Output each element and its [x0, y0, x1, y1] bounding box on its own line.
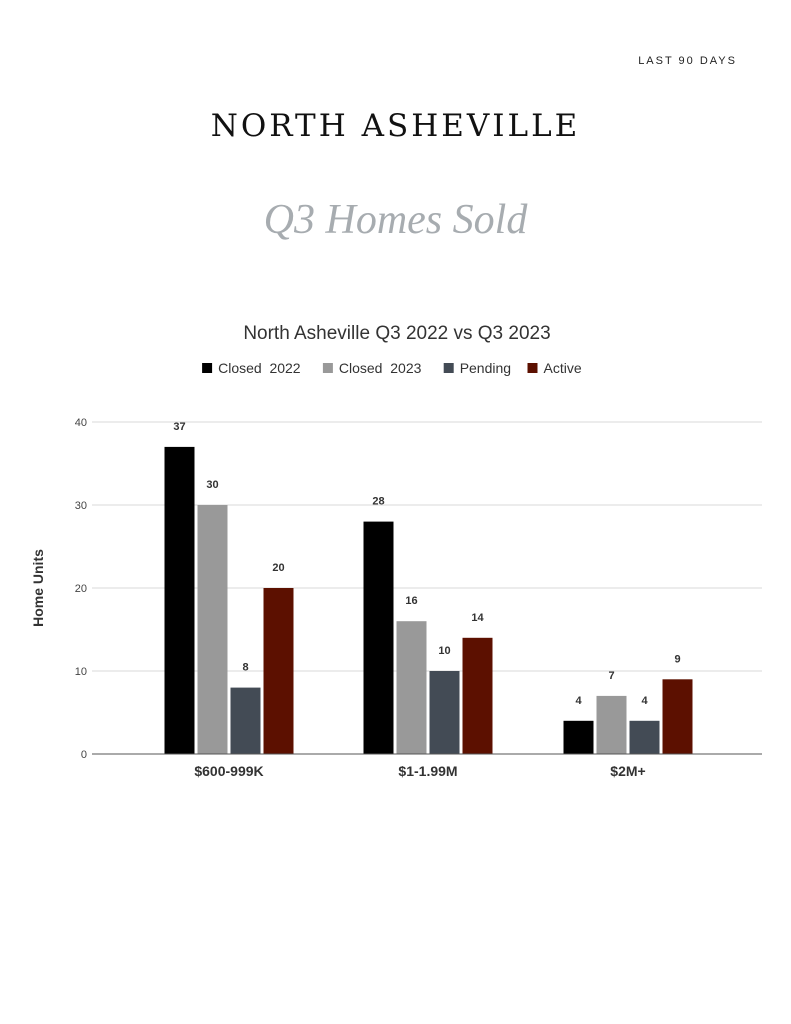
- y-tick-label: 30: [74, 500, 87, 512]
- data-label: 4: [641, 694, 648, 707]
- data-label: 4: [575, 694, 582, 707]
- legend-label-3: Active: [543, 360, 582, 376]
- bar-1-0: [364, 522, 394, 754]
- chart-data-labels: [173, 421, 680, 707]
- bar-0-1: [198, 505, 228, 754]
- x-axis-ticks: [194, 763, 645, 779]
- data-label: 37: [173, 420, 186, 433]
- y-axis-label: Home Units: [30, 549, 46, 627]
- data-label: 28: [372, 495, 385, 508]
- x-tick-label: $600-999K: [194, 763, 264, 779]
- bar-2-0: [564, 721, 594, 754]
- bar-2-1: [597, 696, 627, 754]
- data-label: 30: [206, 479, 219, 491]
- legend-swatch-2: [444, 363, 454, 373]
- page-subtitle: Q3 Homes Sold: [263, 197, 528, 243]
- legend-label-1: Closed 2023: [338, 360, 422, 376]
- legend-swatch-0: [202, 363, 212, 373]
- data-label: 10: [438, 645, 451, 657]
- period-tag: LAST 90 DAYS: [638, 55, 737, 67]
- bar-2-3: [663, 679, 693, 754]
- legend-swatch-1: [323, 363, 333, 373]
- legend-label-0: Closed 2022: [218, 360, 301, 376]
- data-label: 20: [272, 562, 285, 574]
- page-title: NORTH ASHEVILLE: [210, 108, 581, 144]
- chart-title: North Asheville Q3 2022 vs Q3 2023: [243, 323, 551, 344]
- x-tick-label: $1-1.99M: [398, 763, 458, 779]
- y-tick-label: 10: [74, 666, 87, 678]
- bar-0-2: [231, 688, 261, 754]
- bar-1-3: [463, 638, 493, 754]
- y-tick-label: 0: [80, 749, 87, 761]
- y-axis-ticks: [75, 417, 87, 761]
- bar-0-0: [165, 447, 195, 754]
- data-label: 16: [405, 595, 418, 608]
- bar-0-3: [264, 588, 294, 754]
- chart-bars: [165, 447, 693, 754]
- y-tick-label: 40: [74, 417, 87, 429]
- bar-chart: [0, 300, 791, 800]
- data-label: 8: [242, 661, 249, 674]
- data-label: 9: [674, 653, 681, 666]
- legend-swatch-3: [528, 363, 538, 373]
- x-tick-label: $2M+: [610, 763, 646, 779]
- bar-2-2: [630, 721, 660, 754]
- data-label: 14: [471, 611, 484, 624]
- chart-legend: [202, 360, 582, 376]
- legend-label-2: Pending: [459, 360, 512, 376]
- bar-1-1: [397, 621, 427, 754]
- data-label: 7: [608, 669, 615, 682]
- bar-1-2: [430, 671, 460, 754]
- y-tick-label: 20: [74, 583, 87, 595]
